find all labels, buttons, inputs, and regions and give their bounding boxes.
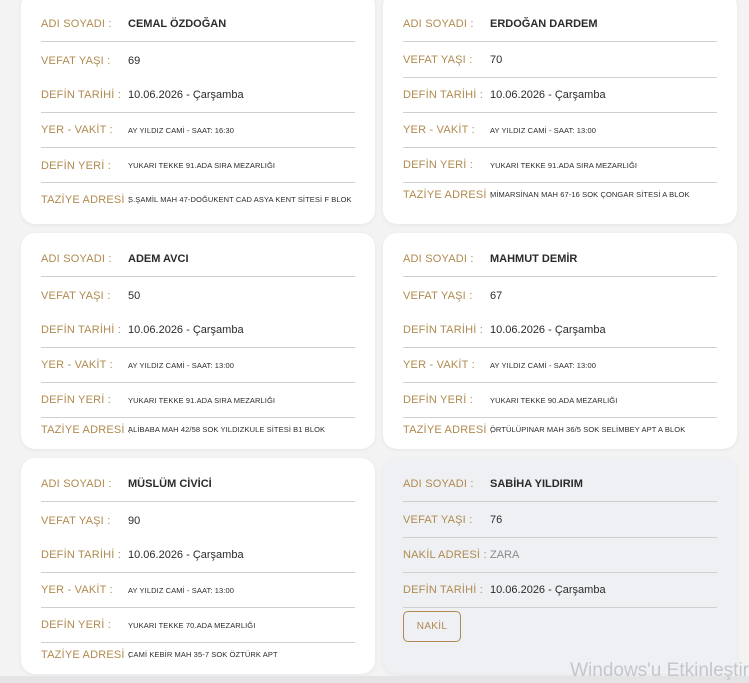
place-time-value: AY YILDIZ CAMİ - SAAT: 13:00 (128, 360, 235, 370)
condolence-address-label: TAZİYE ADRESİ : (403, 423, 494, 436)
age-label: VEFAT YAŞI : (403, 54, 473, 66)
age-label: VEFAT YAŞI : (41, 514, 111, 527)
condolence-address-label: TAZİYE ADRESİ : (403, 188, 494, 201)
burial-place-label: DEFİN YERİ : (41, 394, 112, 406)
age-label: VEFAT YAŞI : (403, 514, 473, 526)
age-row (403, 503, 717, 538)
burial-date-value: 10.06.2026 - Çarşamba (128, 324, 244, 336)
transfer-address-row (403, 538, 717, 573)
name-label: ADI SOYADI : (403, 478, 474, 490)
age-value: 70 (490, 54, 503, 66)
burial-date-label: DEFİN TARİHİ : (41, 324, 122, 336)
name-value: MAHMUT DEMİR (490, 253, 578, 265)
age-label: VEFAT YAŞI : (41, 54, 111, 67)
burial-date-value: 10.06.2026 - Çarşamba (128, 89, 244, 101)
burial-place-label: DEFİN YERİ : (41, 619, 112, 631)
condolence-address-value: ALİBABA MAH 42/58 SOK YILDIZKULE SİTESİ B1 BLOK (128, 425, 326, 434)
nakil-button[interactable]: NAKİL (403, 611, 461, 642)
name-label: ADI SOYADI : (41, 478, 112, 490)
age-row (403, 43, 717, 78)
condolence-address-row (403, 177, 717, 212)
age-value: 67 (490, 289, 503, 302)
condolence-address-row (41, 182, 355, 216)
condolence-address-label: TAZİYE ADRESİ : (41, 423, 132, 436)
burial-place-value: YUKARI TEKKE 91.ADA SIRA MEZARLIĞI (128, 395, 276, 405)
age-row (41, 278, 355, 313)
name-value: MÜSLÜM CİVİCİ (128, 478, 212, 490)
transfer-address-label: NAKİL ADRESİ : (403, 549, 487, 561)
obituary-card-muslum-civici (21, 458, 375, 674)
age-label: VEFAT YAŞI : (41, 289, 111, 302)
condolence-address-row (41, 637, 355, 672)
place-time-value: AY YILDIZ CAMİ - SAAT: 13:00 (128, 585, 235, 595)
name-label: ADI SOYADI : (41, 253, 112, 265)
name-value: ADEM AVCI (128, 253, 189, 265)
condolence-address-label: TAZİYE ADRESİ : (41, 193, 132, 206)
condolence-address-value: ÖRTÜLÜPINAR MAH 36/5 SOK SELİMBEY APT A BLOK (490, 425, 686, 434)
condolence-address-value: CAMİ KEBİR MAH 35-7 SOK ÖZTÜRK APT (128, 650, 278, 659)
obituary-card-cemal-ozdogan (21, 0, 375, 224)
burial-date-row (41, 538, 355, 573)
name-label: ADI SOYADI : (403, 18, 474, 30)
obituary-card-erdogan-dardem (383, 0, 737, 224)
burial-date-row (41, 78, 355, 113)
age-value: 90 (128, 514, 141, 527)
burial-date-label: DEFİN TARİHİ : (403, 584, 484, 596)
burial-date-value: 10.06.2026 - Çarşamba (490, 89, 606, 101)
place-time-value: AY YILDIZ CAMİ - SAAT: 13:00 (490, 125, 597, 135)
name-row (41, 467, 355, 502)
place-time-row (403, 348, 717, 383)
age-label: VEFAT YAŞI : (403, 289, 473, 302)
name-value: ERDOĞAN DARDEM (490, 18, 598, 30)
age-value: 76 (490, 514, 503, 526)
place-time-label: YER - VAKİT : (403, 359, 475, 371)
place-time-row (403, 113, 717, 148)
age-value: 50 (128, 289, 141, 302)
place-time-row (41, 113, 355, 148)
name-row (403, 242, 717, 277)
place-time-value: AY YILDIZ CAMİ - SAAT: 13:00 (490, 360, 597, 370)
burial-place-value: YUKARI TEKKE 91.ADA SIRA MEZARLIĞI (490, 160, 638, 170)
name-value: SABİHA YILDIRIM (490, 478, 583, 490)
burial-place-label: DEFİN YERİ : (403, 159, 474, 171)
obituary-card-sabiha-yildirim (383, 458, 737, 674)
name-label: ADI SOYADI : (41, 18, 112, 30)
name-row (41, 242, 355, 277)
place-time-label: YER - VAKİT : (41, 584, 113, 596)
name-row (403, 467, 717, 502)
windows-activation-watermark: Windows'u Etkinleştir (570, 660, 749, 681)
burial-date-row (41, 313, 355, 348)
obituary-card-mahmut-demir (383, 233, 737, 449)
age-value: 69 (128, 54, 141, 67)
transfer-address-value: ZARA (490, 549, 520, 561)
burial-place-value: YUKARI TEKKE 91.ADA SIRA MEZARLIĞI (128, 161, 276, 170)
place-time-label: YER - VAKİT : (41, 359, 113, 371)
burial-date-row (403, 313, 717, 348)
condolence-address-value: MİMARSİNAN MAH 67-16 SOK ÇONGAR SİTESİ A BLOK (490, 190, 690, 199)
burial-date-value: 10.06.2026 - Çarşamba (490, 324, 606, 336)
place-time-label: YER - VAKİT : (41, 124, 113, 136)
name-row (41, 7, 355, 42)
place-time-row (41, 573, 355, 608)
place-time-value: AY YILDIZ CAMİ - SAAT: 16:30 (128, 125, 235, 135)
obituary-card-adem-avci (21, 233, 375, 449)
condolence-address-value: S.ŞAMİL MAH 47-DOĞUKENT CAD ASYA KENT SİTESİ F BLOK (128, 194, 352, 204)
burial-date-row (403, 573, 717, 608)
condolence-address-label: TAZİYE ADRESİ : (41, 648, 132, 661)
burial-date-label: DEFİN TARİHİ : (41, 549, 122, 561)
burial-place-row (41, 148, 355, 183)
burial-date-value: 10.06.2026 - Çarşamba (490, 584, 606, 596)
burial-date-label: DEFİN TARİHİ : (403, 89, 484, 101)
condolence-address-row (41, 412, 355, 447)
place-time-label: YER - VAKİT : (403, 124, 475, 136)
burial-date-label: DEFİN TARİHİ : (41, 89, 122, 101)
burial-date-value: 10.06.2026 - Çarşamba (128, 549, 244, 561)
burial-place-value: YUKARI TEKKE 70.ADA MEZARLIĞI (128, 620, 256, 630)
burial-place-value: YUKARI TEKKE 90.ADA MEZARLIĞI (490, 395, 618, 405)
burial-date-row (403, 78, 717, 113)
age-row (403, 278, 717, 313)
burial-place-label: DEFİN YERİ : (403, 394, 474, 406)
age-row (41, 503, 355, 538)
condolence-address-row (403, 412, 717, 447)
burial-place-label: DEFİN YERİ : (41, 159, 112, 172)
burial-date-label: DEFİN TARİHİ : (403, 324, 484, 336)
place-time-row (41, 348, 355, 383)
age-row (41, 43, 355, 78)
name-value: CEMAL ÖZDOĞAN (128, 18, 227, 30)
name-label: ADI SOYADI : (403, 253, 474, 265)
name-row (403, 7, 717, 42)
